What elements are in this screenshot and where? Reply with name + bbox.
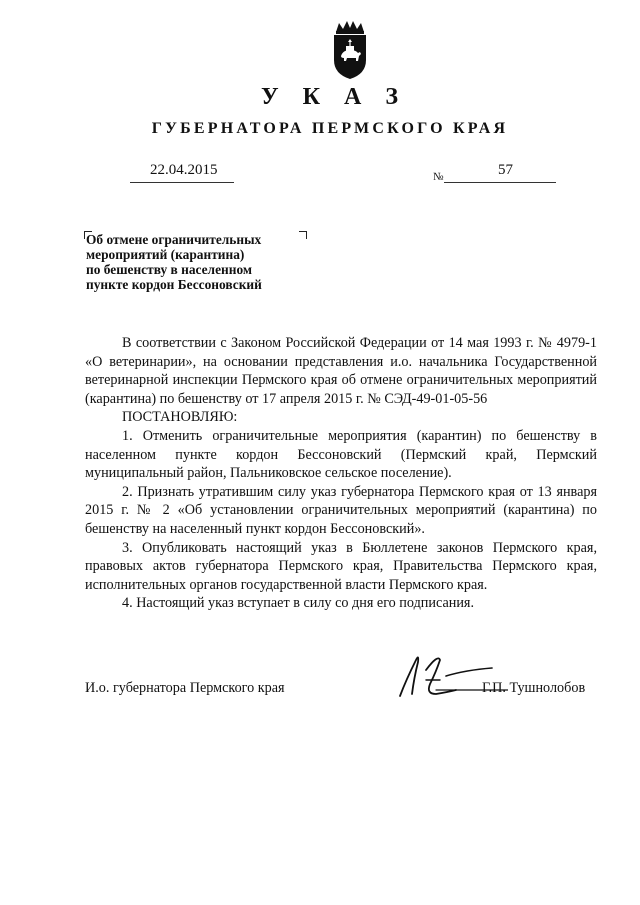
subject-line: пункте кордон Бессоновский — [86, 277, 262, 292]
decree-subject — [86, 232, 306, 292]
subject-line: Об отмене ограничительных — [86, 232, 262, 247]
decree-item: 3. Опубликовать настоящий указ в Бюллетене законов Пермского края, правовых актов губернатора Пермского края, Правительства Пермского края, исполнительных органов государственной власти Пермского края. — [85, 539, 597, 593]
preamble-paragraph: В соответствии с Законом Российской Федерации от 14 мая 1993 г. № 4979-1 «О ветеринарии», на основании представления и.о. начальника Государственной ветеринарной инспекции Пермского края об отмене ограничительных мероприятий (карантина) по бешенству от 17 апреля 2015 г. № СЭД-49-01-05-56 — [85, 335, 597, 407]
number-sign: № — [433, 171, 444, 183]
perm-krai-coat-of-arms-icon — [327, 20, 373, 80]
decree-item: 2. Признать утратившим силу указ губернатора Пермского края от 13 января 2015 г. № 2 «Об установлении ограничительных мероприятий (карантина) по бешенству на населенный пункт кордон Бессоновский». — [85, 483, 597, 537]
decree-title: У К А З — [260, 84, 407, 110]
resolve-heading: ПОСТАНОВЛЯЮ: — [122, 409, 238, 426]
signatory-position: И.о. губернатора Пермского края — [85, 680, 285, 696]
decree-issuer: ГУБЕРНАТОРА ПЕРМСКОГО КРАЯ — [151, 120, 509, 137]
decree-body — [85, 334, 597, 613]
number-underline — [444, 182, 556, 183]
signatory-name: Г.П. Тушнолобов — [482, 680, 586, 696]
subject-line: мероприятий (карантина) — [86, 247, 245, 262]
decree-item: 4. Настоящий указ вступает в силу со дня его подписания. — [122, 595, 475, 612]
decree-number: 57 — [498, 162, 513, 178]
date-underline — [130, 182, 234, 183]
decree-item: 1. Отменить ограничительные мероприятия (карантин) по бешенству в населенном пункте кордон Бессоновский (Пермский край, Пермский муниципальный район, Пальниковское сельское поселение). — [85, 427, 597, 482]
subject-line: по бешенству в населенном — [86, 262, 253, 277]
decree-date: 22.04.2015 — [150, 162, 218, 178]
